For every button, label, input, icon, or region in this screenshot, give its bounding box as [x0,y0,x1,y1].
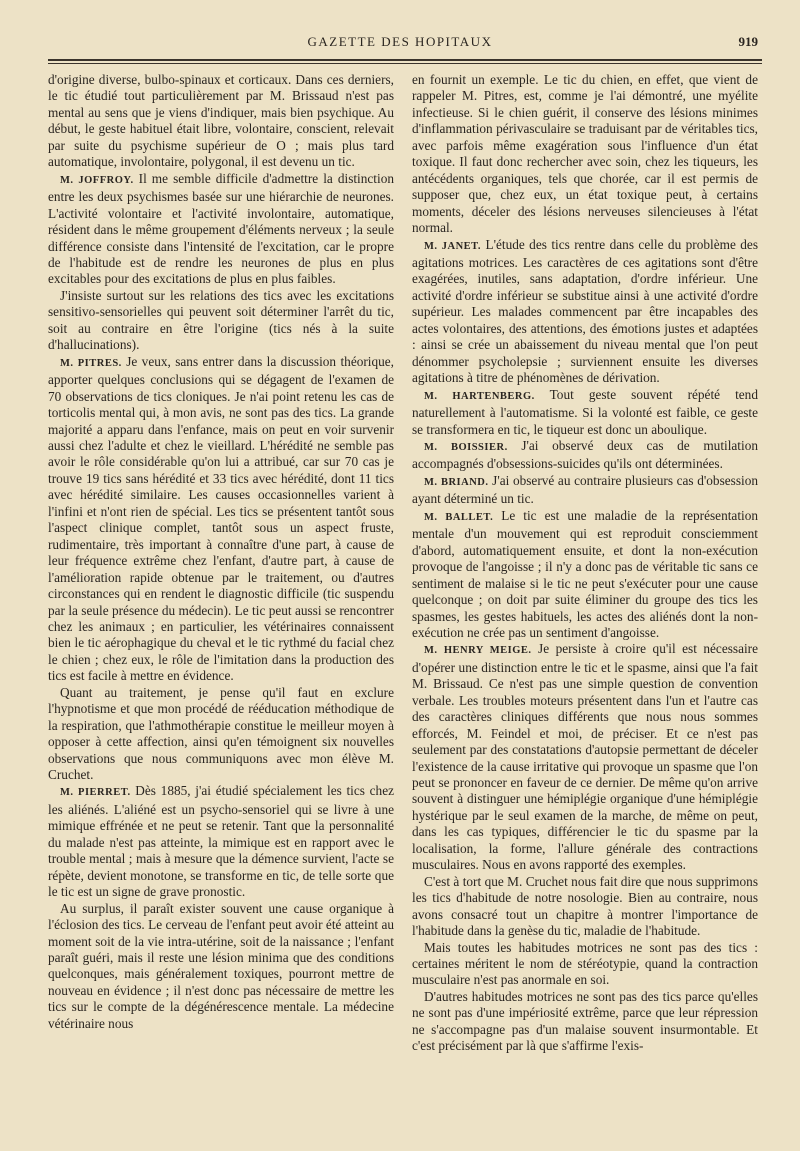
paragraph [412,940,758,989]
paragraph [48,72,394,171]
speaker-name: M. JANET. [424,240,482,252]
paragraph-text: Je persiste à croire qu'il est nécessaire d'opérer une distinction entre le tic et le spasme, ainsi que l'a fait M. Brissaud. Ce n'est pas une simple question de convention verbale. Les troubles moteurs présentent dans l'un et l'autre cas des caractères cliniques différents que nous nous sommes efforcés, M. Feindel et moi, de préciser. Et ce n'est pas seulement par des constatations d'autopsie permettant de déceler l'existence de la cause irritative qui provoque un spasme que l'on peut se prononcer en faveur de ce dernier. De même qu'on arrive souvent à distinguer une hémiplégie organique d'une hémiplégie hystérique par le seul examen de la marche, de même on peut, dans les cas typiques, différencier le tic du spasme par la localisation, la forme, l'allure générale des contractions musculaires. Nous en avons rapporté des exemples. [412,641,758,873]
paragraph-text: J'insiste surtout sur les relations des tics avec les excitations sensitivo-sensorielles qui peuvent soit déterminer l'arrêt du tic, soit au contraire en être l'origine (tics nés à la suite d'hallucinations). [48,287,394,353]
paragraph-text: C'est à tort que M. Cruchet nous fait dire que nous supprimons les tics d'habitude de notre nosologie. Bien au contraire, nous avons consacré tout un chapitre à montrer l'importance de l'habitude dans la genèse du tic, maladie de l'habitude. [412,873,758,939]
paragraph [48,354,394,685]
speaker-name: M. BRIAND. [424,476,489,488]
paragraph-text: Quant au traitement, je pense qu'il faut en exclure l'hypnotisme et que mon procédé de rééducation méthodique de la respiration, que l'athmothérapie constitue le meilleur moyen à opposer à cette affection, ainsi qu'en témoignent six nouvelles observations que nous communiquons avec mon élève M. Cruchet. [48,684,394,783]
paragraph [48,171,394,288]
paragraph [412,473,758,508]
paragraph [412,237,758,387]
paragraph [412,72,758,237]
paragraph [412,641,758,873]
paragraph-text: J'ai observé au contraire plusieurs cas d'obsession ayant déterminé un tic. [412,472,758,507]
paragraph [48,685,394,784]
speaker-name: M. HENRY MEIGE. [424,645,532,657]
paragraph-text: Au surplus, il paraît exister souvent une cause organique à l'éclosion des tics. Le cerveau de l'enfant peut avoir été atteint au moment soit de la vie intra-utérine, soit de la naissance ; l'enfant paraît guéri, mais il reste une lésion minima que des conditions quelconques, mais généralement toxiques, pourront mettre de nouveau en évidence ; il n'est donc pas nécessaire de mettre les tics sur le compte de la dégénérescence mentale. La médecine vétérinaire nous [48,900,394,1031]
page-header [0,34,800,54]
paragraph-text: Le tic est une maladie de la représentation mentale d'un mouvement qui est reproduit consciemment d'abord, automatiquement ensuite, et dont la non-exécution provoque de l'angoisse ; il n'y a donc pas de véritable tic sans ce sentiment de malaise si le tic ne peut s'exécuter pour une cause quelconque ; on doit par suite éliminer du groupe des tics les spasmes, les gestes habituels, les actes des aliénés dont la non-exécution ne crée pas un sentiment d'angoisse. [412,507,759,640]
paragraph [412,438,758,473]
paragraph [48,288,394,354]
paragraph [412,387,758,438]
running-title: GAZETTE DES HOPITAUX [307,34,493,49]
paragraph-text: L'étude des tics rentre dans celle du problème des agitations motrices. Les caractères de ces agitations sont d'être exagérées, inutiles, sans adaptation, d'ordre inférieur. Une activité d'ordre inférieur se substitue ainsi à une activité d'ordre supérieur. Les malades commencent par être incapables des actes volontaires, des attentions, des émotions justes et adaptées : ainsi se crée un abaissement du niveau mental que l'on peut dénommer psycholepsie ; surviennent ensuite les diverses agitations à titre de phénomènes de dérivation. [412,236,758,386]
paragraph [48,901,394,1033]
paragraph-text: Tout geste souvent répété tend naturellement à l'automatisme. Si la volonté est faible, ce geste se transformera en tic, le tiqueur est donc un aboulique. [412,386,758,437]
paragraph-text: Il me semble difficile d'admettre la distinction entre les deux psychismes basée sur une hiérarchie de neurones. L'activité volontaire et l'activité involontaire, automatique, résident dans le même groupement d'éléments nerveux ; la seule différence consiste dans l'intensité de l'excitation, car le propre de l'habitude est de rendre les neurones de plus en plus excitables pour des excitations de plus en plus faibles. [48,170,394,287]
speaker-name: M. PITRES. [60,357,122,369]
speaker-name: M. JOFFROY. [60,174,134,186]
speaker-name: M. BOISSIER. [424,441,508,453]
page-number: 919 [738,34,758,49]
paragraph [412,874,758,940]
paragraph-text: Je veux, sans entrer dans la discussion théorique, apporter quelques conclusions qui se dégagent de l'examen de 70 observations de tics cloniques. Je n'ai point retenu les cas de torticolis mental qui, à mon avis, ne sont pas des tics. La grande majorité a apparu dans l'enfance, mais on peut en voir survenir aussi chez l'adulte et chez le vieillard. L'hérédité ne semble pas avoir le rôle considérable qu'on lui a attribué, car sur 70 cas je trouve 19 tics sans hérédité et 33 tics avec hérédité, dont 11 tics avec hérédité similaire. Les causes occasionnelles varient à l'infini et n'ont rien de spécial. Les tics se présentent tantôt sous l'aspect clinique complet, tantôt sous un aspect fruste, rudimentaire, très important à connaître d'une part, à cause de leur fréquence extrême chez l'enfant, d'autre part, à cause de l'amélioration rapide obtenue par le traitement, ou d'autres circonstances qui en rendent le diagnostic difficile (tic suspendu par la seule présence du médecin). Le tic peut aussi se rencontrer chez les animaux ; en particulier, les vétérinaires connaissent bien le tic aérophagique du cheval et le tic rythmé du facial chez le chien ; chez eux, le rôle de l'imitation dans la production des tics est facile à mettre en évidence. [48,353,395,684]
speaker-name: M. PIERRET. [60,787,131,799]
paragraph-text: D'autres habitudes motrices ne sont pas des tics parce qu'elles ne sont pas d'une impériosité extrême, parce que leur répression ne s'accompagne pas d'un malaise souvent insurmontable. Et c'est précisément par là que s'affirme l'exis- [412,988,758,1054]
header-rule [48,59,762,64]
paragraph-text: J'ai observé deux cas de mutilation accompagnés d'obsessions-suicides qu'ils ont déterminées. [412,437,758,472]
left-column [48,72,394,1032]
paragraph-text: en fournit un exemple. Le tic du chien, en effet, que vient de rappeler M. Pitres, est, comme je l'ai démontré, une myélite infectieuse. Si le chien guérit, il conserve des lésions minimes d'inflammation périvasculaire se traduisant par de véritables tics, avec parfois même exagération sous l'influence d'un état toxique. Il faut donc rechercher avec soin, chez les tiqueurs, les antécédents organiques, tels que chorée, car il est permis de supposer que, chez eux, un état toxique peut, à certains moments, déceler des lésions nerveuses silencieuses à l'état normal. [412,72,758,236]
speaker-name: M. BALLET. [424,511,494,523]
paragraph [48,783,394,900]
paragraph-text: d'origine diverse, bulbo-spinaux et corticaux. Dans ces derniers, le tic étudié tout particulièrement par M. Brissaud n'est pas mental au sens que je viens d'indiquer, mais bien psychique. Au début, le geste habituel était libre, volontaire, conscient, relevait par suite du psychisme supérieur de O ; mais plus tard automatique, involontaire, polygonal, il est devenu un tic. [48,72,394,170]
paragraph-text: Mais toutes les habitudes motrices ne sont pas des tics : certaines méritent le nom de stéréotypie, quand la contraction musculaire n'est pas anormale en soi. [412,939,758,988]
paragraph [412,989,758,1055]
right-column [412,72,758,1055]
paragraph [412,508,758,642]
paragraph-text: Dès 1885, j'ai étudié spécialement les tics chez les aliénés. L'aliéné est un psycho-sensoriel qui se livre à une mimique effrénée et ne peut se retenir. Tant que la personnalité du malade n'est pas atteinte, la mimique est en rapport avec le trouble mental ; mais à mesure que la démence survient, l'acte se répète, devient monotone, se transforme en tic, de telle sorte que le tic est un signe de grave pronostic. [48,783,395,900]
speaker-name: M. HARTENBERG. [424,390,535,402]
